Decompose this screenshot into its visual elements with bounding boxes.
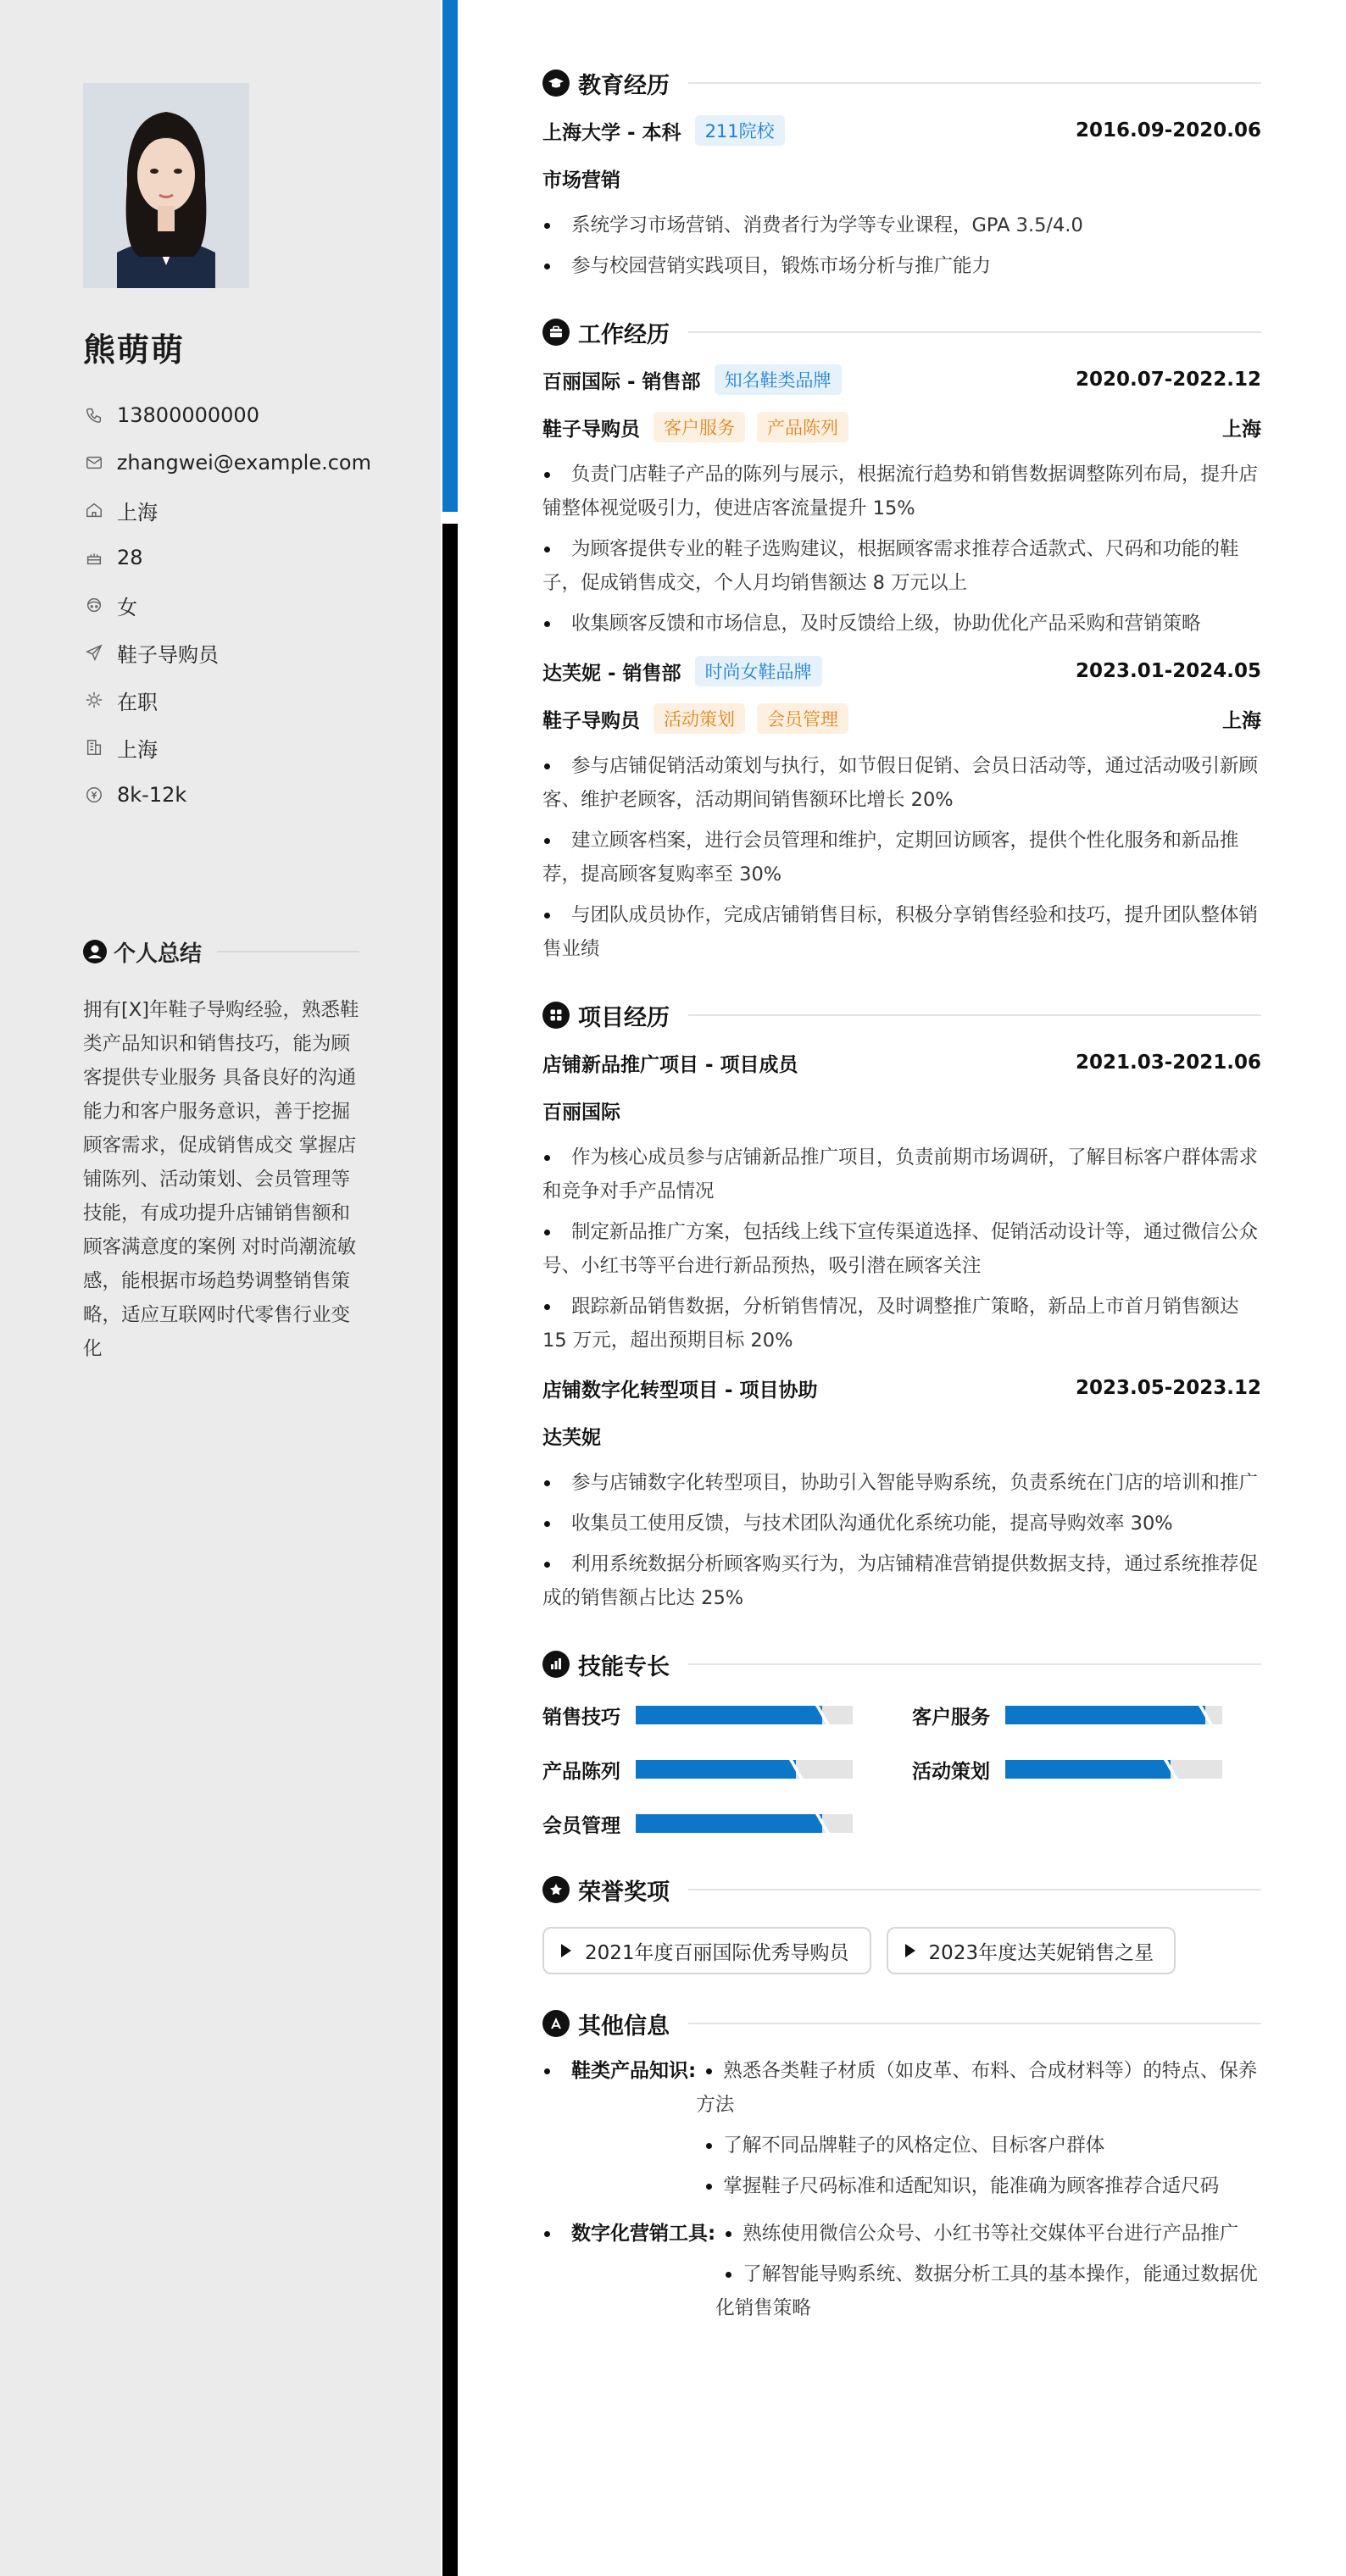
other-item <box>542 2054 1261 2203</box>
briefcase-icon <box>542 319 570 346</box>
skill-name: 产品陈列 <box>542 1760 620 1783</box>
skills-grid <box>542 1698 1261 1840</box>
project-bullets <box>542 1466 1261 1615</box>
job-role-row <box>542 702 1261 736</box>
mail-icon <box>83 452 105 474</box>
list-item: 参与店铺数字化转型项目，协助引入智能导购系统，负责系统在门店的培训和推广 <box>542 1466 1261 1500</box>
job-role-row <box>542 410 1261 444</box>
list-item: 熟悉各类鞋子材质（如皮革、布料、合成材料等）的特点、保养方法 <box>696 2054 1261 2122</box>
list-item: 参与店铺促销活动策划与执行，如节假日促销、会员日活动等，通过活动吸引新顾客、维护老顾客，活动期间销售额环比增长 20% <box>542 749 1261 817</box>
skill-bar <box>636 1814 853 1833</box>
location-value: 上海 <box>117 500 158 525</box>
awards-title: 荣誉奖项 <box>578 1879 670 1906</box>
email-item <box>83 439 371 486</box>
skill-item <box>542 1807 912 1840</box>
city-value: 上海 <box>117 737 158 762</box>
gender-item <box>83 581 371 629</box>
projects-title: 项目经历 <box>578 1004 670 1031</box>
list-item: 了解不同品牌鞋子的风格定位、目标客户群体 <box>696 2129 1261 2162</box>
award-icon <box>542 1876 570 1903</box>
education-row <box>542 114 1261 147</box>
divider <box>217 951 359 952</box>
list-item: 了解智能导购系统、数据分析工具的基本操作，能通过数据优化销售策略 <box>715 2257 1261 2325</box>
major: 市场营销 <box>542 169 620 192</box>
profile-photo <box>83 83 249 288</box>
home-icon <box>83 499 105 521</box>
project-org: 达芙妮 <box>542 1426 601 1449</box>
company-tag: 知名鞋类品牌 <box>715 364 842 395</box>
other-values <box>696 2054 1261 2203</box>
age-value: 28 <box>117 546 143 569</box>
skill-item <box>542 1752 912 1786</box>
list-item: 与团队成员协作，完成店铺销售目标，积极分享销售经验和技巧，提升团队整体销售业绩 <box>542 898 1261 966</box>
work-heading <box>542 314 1261 351</box>
divider <box>688 2023 1261 2024</box>
company-name: 达芙妮 - 销售部 <box>542 662 681 685</box>
company-name: 百丽国际 - 销售部 <box>542 370 701 393</box>
job-date: 2020.07-2022.12 <box>1075 369 1261 391</box>
skill-tag: 产品陈列 <box>757 412 848 442</box>
email-value: zhangwei@example.com <box>116 451 371 475</box>
gender-value: 女 <box>117 595 137 619</box>
list-item: 跟踪新品销售数据，分析销售情况，及时调整推广策略，新品上市首月销售额达 15 万元，超出预期目标 20% <box>542 1290 1261 1357</box>
project-header <box>542 1046 1261 1080</box>
skill-name: 会员管理 <box>542 1814 620 1837</box>
summary-heading <box>83 935 359 968</box>
salary-item <box>83 771 371 819</box>
company-tag: 时尚女鞋品牌 <box>695 656 822 686</box>
other-title: 其他信息 <box>578 2012 670 2040</box>
job-header <box>542 654 1261 688</box>
project-org: 百丽国际 <box>542 1101 620 1124</box>
divider <box>688 331 1261 333</box>
skill-name: 销售技巧 <box>542 1706 620 1729</box>
triangle-icon <box>561 1944 571 1957</box>
job-bullets <box>542 749 1261 966</box>
job-header <box>542 363 1261 397</box>
skill-bar-fill <box>1005 1706 1205 1724</box>
position-value: 鞋子导购员 <box>117 642 219 667</box>
info-icon <box>542 2010 570 2037</box>
divider <box>688 1663 1261 1665</box>
age-item <box>83 534 371 581</box>
sidebar <box>0 0 441 2576</box>
project-org-row <box>542 1093 1261 1127</box>
awards-heading <box>542 1871 1261 1908</box>
divider <box>688 82 1261 84</box>
project-header <box>542 1371 1261 1405</box>
project-date: 2021.03-2021.06 <box>1075 1052 1261 1074</box>
awards-list <box>542 1927 1261 1974</box>
list-item: 制定新品推广方案，包括线上线下宣传渠道选择、促销活动设计等，通过微信公众号、小红书等平台进行新品预热，吸引潜在顾客关注 <box>542 1215 1261 1283</box>
list-item: 参与校园营销实践项目，锻炼市场分析与推广能力 <box>542 249 1261 283</box>
cake-icon <box>83 547 105 569</box>
accent-bar-blue <box>442 0 458 512</box>
job-bullets <box>542 458 1261 641</box>
award-item <box>887 1927 1176 1974</box>
education-bullets <box>542 208 1261 283</box>
divider <box>688 1889 1261 1890</box>
job-city: 上海 <box>1222 709 1261 732</box>
triangle-icon <box>905 1944 915 1957</box>
status-value: 在职 <box>117 690 158 714</box>
list-item: 熟练使用微信公众号、小红书等社交媒体平台进行产品推广 <box>715 2217 1261 2251</box>
phone-item <box>83 391 371 439</box>
skills-title: 技能专长 <box>578 1653 670 1680</box>
projects-heading <box>542 997 1261 1034</box>
summary-title: 个人总结 <box>114 941 203 967</box>
list-item: 作为核心成员参与店铺新品推广项目，负责前期市场调研，了解目标客户群体需求和竞争对手产品情况 <box>542 1141 1261 1208</box>
list-item: 建立顾客档案，进行会员管理和维护，定期回访顾客，提供个性化服务和新品推荐，提高顾客复购率至 30% <box>542 824 1261 891</box>
skill-bar <box>1005 1760 1222 1779</box>
list-item: 收集顾客反馈和市场信息，及时反馈给上级，协助优化产品采购和营销策略 <box>542 607 1261 641</box>
graduation-cap-icon <box>542 69 570 97</box>
status-item <box>83 676 371 724</box>
project-bullets <box>542 1141 1261 1357</box>
job-city: 上海 <box>1222 418 1261 441</box>
award-label: 2023年度达芙妮销售之星 <box>928 1941 1154 1964</box>
divider <box>688 1014 1261 1016</box>
building-icon <box>83 736 105 758</box>
skill-bar-fill <box>636 1706 822 1724</box>
list-item: 为顾客提供专业的鞋子选购建议，根据顾客需求推荐合适款式、尺码和功能的鞋子，促成销售成交，个人月均销售额达 8 万元以上 <box>542 532 1261 600</box>
skill-tag: 会员管理 <box>757 703 848 734</box>
skills-heading <box>542 1646 1261 1683</box>
project-name: 店铺数字化转型项目 - 项目协助 <box>542 1379 818 1402</box>
project-name: 店铺新品推广项目 - 项目成员 <box>542 1053 798 1076</box>
list-item: 系统学习市场营销、消费者行为学等专业课程，GPA 3.5/4.0 <box>542 208 1261 242</box>
school-name: 上海大学 - 本科 <box>542 121 681 144</box>
list-item: 收集员工使用反馈，与技术团队沟通优化系统功能，提高导购效率 30% <box>542 1507 1261 1541</box>
accent-bar-black <box>442 524 458 2576</box>
other-heading <box>542 2005 1261 2042</box>
skill-bar <box>1005 1706 1222 1724</box>
skill-bar <box>636 1706 853 1724</box>
job-role: 鞋子导购员 <box>542 709 640 732</box>
skill-bar <box>636 1760 853 1779</box>
location-item <box>83 486 371 534</box>
project-org-row <box>542 1418 1261 1452</box>
other-values <box>715 2217 1261 2325</box>
skill-item <box>542 1698 912 1732</box>
candidate-name: 熊萌萌 <box>83 331 186 369</box>
list-item: 负责门店鞋子产品的陈列与展示，根据流行趋势和销售数据调整陈列布局，提升店铺整体视觉吸引力，使进店客流量提升 15% <box>542 458 1261 525</box>
skill-bar-fill <box>636 1814 822 1833</box>
work-title: 工作经历 <box>578 321 670 348</box>
list-item: 掌握鞋子尺码标准和适配知识，能准确为顾客推荐合适尺码 <box>696 2169 1261 2203</box>
skill-bar-fill <box>636 1760 796 1779</box>
list-item: 利用系统数据分析顾客购买行为，为店铺精准营销提供数据支持，通过系统推荐促成的销售额占比达 25% <box>542 1547 1261 1615</box>
skill-item <box>912 1698 1261 1732</box>
city-item <box>83 724 371 771</box>
phone-value: 13800000000 <box>117 403 259 427</box>
award-label: 2021年度百丽国际优秀导购员 <box>585 1941 849 1964</box>
phone-icon <box>83 404 105 426</box>
job-role: 鞋子导购员 <box>542 418 640 441</box>
skill-bar-fill <box>1005 1760 1171 1779</box>
other-key: 鞋类产品知识: <box>571 2060 697 2082</box>
salary-icon <box>83 784 105 806</box>
position-item <box>83 629 371 676</box>
job-date: 2023.01-2024.05 <box>1075 660 1261 682</box>
user-icon <box>83 940 107 963</box>
gender-icon <box>83 594 105 616</box>
status-icon <box>83 689 105 711</box>
bar-chart-icon <box>542 1651 570 1678</box>
major-row <box>542 161 1261 195</box>
skill-name: 活动策划 <box>912 1760 990 1783</box>
summary-text: 拥有[X]年鞋子导购经验，熟悉鞋类产品知识和销售技巧，能为顾客提供专业服务 具备良好的沟通能力和客户服务意识，善于挖掘顾客需求，促成销售成交 掌握店铺陈列、活动策划、会员管理等技能，有成功提升店铺销售额和顾客满意度的案例 对时尚潮流敏感，能根据市场趋势调整销售策略，适应互联网时代零售行业变化 <box>83 999 359 1360</box>
grid-icon <box>542 1002 570 1029</box>
education-title: 教育经历 <box>578 72 670 99</box>
skill-tag: 客户服务 <box>654 412 745 442</box>
education-date: 2016.09-2020.06 <box>1075 119 1261 142</box>
skill-tag: 活动策划 <box>654 703 745 734</box>
skill-name: 客户服务 <box>912 1706 990 1729</box>
send-icon <box>83 641 105 663</box>
award-item <box>542 1927 871 1974</box>
contact-info-list <box>83 391 371 819</box>
other-item <box>542 2217 1261 2325</box>
education-heading <box>542 64 1261 102</box>
main-content <box>542 64 1261 2325</box>
skill-item <box>912 1752 1261 1786</box>
other-key: 数字化营销工具: <box>571 2223 716 2245</box>
project-date: 2023.05-2023.12 <box>1075 1377 1261 1399</box>
school-tag: 211院校 <box>695 115 785 146</box>
salary-value: 8k-12k <box>117 783 187 807</box>
